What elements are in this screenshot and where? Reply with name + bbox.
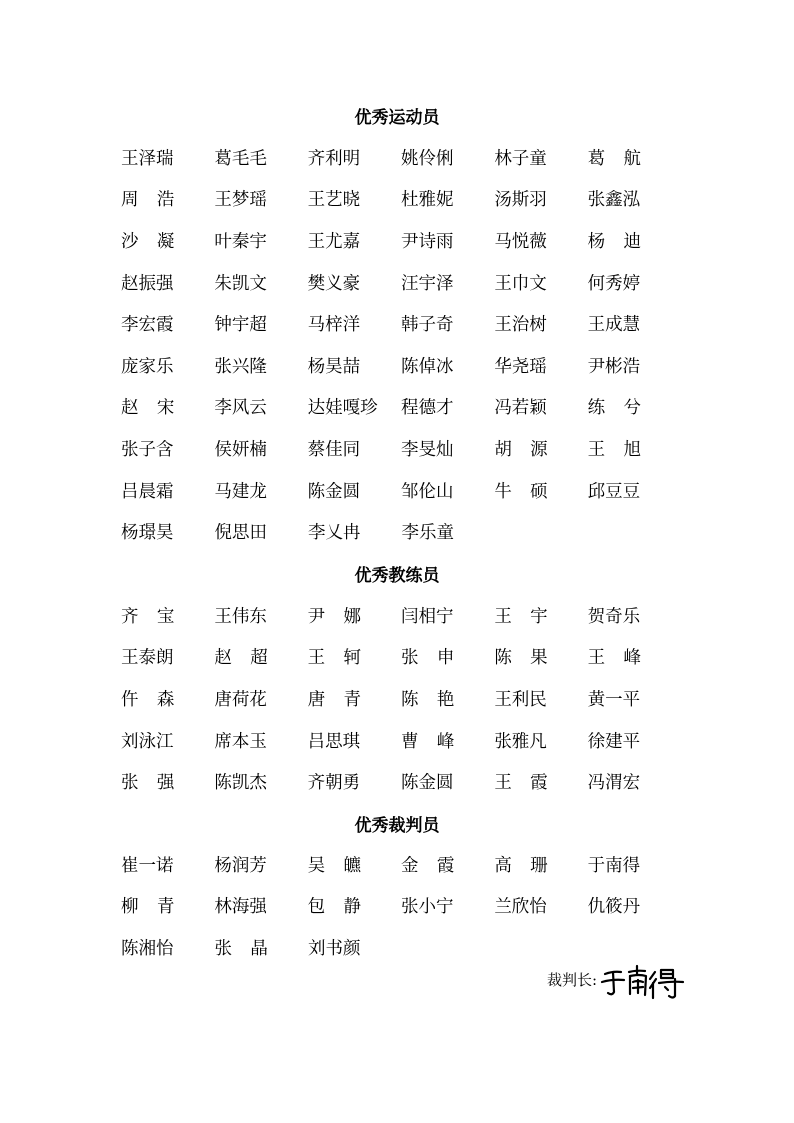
section-title-athletes: 优秀运动员 xyxy=(354,108,440,128)
person-name: 唐青 xyxy=(307,689,380,710)
person-name: 王轲 xyxy=(307,648,380,669)
person-name: 陈金圆 xyxy=(307,481,361,502)
person-name: 吕晨霜 xyxy=(121,481,174,502)
person-name: 练兮 xyxy=(587,398,660,419)
person-name: 李乐童 xyxy=(401,523,454,544)
athletes-name-grid xyxy=(121,138,681,554)
person-name: 姚伶俐 xyxy=(400,148,454,169)
name-row xyxy=(121,638,681,680)
person-name: 李风云 xyxy=(214,398,267,419)
person-name: 王峰 xyxy=(587,648,660,669)
person-name: 齐朝勇 xyxy=(307,773,361,794)
name-row xyxy=(121,721,681,763)
person-name: 邹伦山 xyxy=(400,481,454,502)
person-name: 王梦瑶 xyxy=(214,190,267,211)
person-name: 张兴隆 xyxy=(214,356,267,377)
person-name: 赵宋 xyxy=(121,398,193,419)
person-name: 王尤嘉 xyxy=(307,231,361,252)
name-row xyxy=(121,263,681,305)
chief-referee-label: 裁判长: xyxy=(547,971,598,989)
person-name: 闫相宁 xyxy=(400,606,454,627)
person-name: 张晶 xyxy=(214,938,287,959)
coaches-name-grid xyxy=(121,596,681,804)
person-name: 王利民 xyxy=(494,689,547,710)
person-name: 陈金圆 xyxy=(400,773,454,794)
person-name: 尹娜 xyxy=(307,606,380,627)
person-name: 崔一诺 xyxy=(121,855,174,876)
person-name: 蔡佳同 xyxy=(307,439,361,460)
person-name: 汪宇泽 xyxy=(400,273,454,294)
person-name: 马建龙 xyxy=(214,481,267,502)
person-name: 吕思琪 xyxy=(307,731,361,752)
person-name: 齐宝 xyxy=(121,606,193,627)
name-row xyxy=(121,138,681,180)
person-name: 席本玉 xyxy=(214,731,267,752)
person-name: 张强 xyxy=(121,773,193,794)
person-name: 唐荷花 xyxy=(214,689,267,710)
person-name: 何秀婷 xyxy=(587,273,641,294)
person-name: 王泰朗 xyxy=(121,648,174,669)
person-name: 杨润芳 xyxy=(214,855,267,876)
person-name: 侯妍楠 xyxy=(214,439,267,460)
person-name: 尹彬浩 xyxy=(587,356,641,377)
person-name: 柳青 xyxy=(121,897,193,918)
person-name: 包静 xyxy=(307,897,380,918)
person-name: 葛毛毛 xyxy=(214,148,267,169)
person-name: 李乂冉 xyxy=(308,523,361,544)
person-name: 黄一平 xyxy=(587,689,641,710)
person-name: 杜雅妮 xyxy=(400,190,454,211)
person-name: 钟宇超 xyxy=(214,315,267,336)
person-name: 刘书颜 xyxy=(308,938,361,959)
person-name: 兰欣怡 xyxy=(494,897,547,918)
person-name: 周浩 xyxy=(121,190,193,211)
person-name: 冯若颖 xyxy=(494,398,547,419)
person-name: 刘泳江 xyxy=(121,731,174,752)
person-name: 张雅凡 xyxy=(494,731,547,752)
person-name: 马梓洋 xyxy=(307,315,361,336)
referees-name-grid xyxy=(121,845,681,970)
person-name: 吴皫 xyxy=(307,855,380,876)
person-name: 马悦薇 xyxy=(494,231,547,252)
name-row xyxy=(121,180,681,222)
person-name: 邱豆豆 xyxy=(587,481,641,502)
person-name: 叶秦宇 xyxy=(214,231,267,252)
name-row xyxy=(121,304,681,346)
person-name: 王霞 xyxy=(494,773,567,794)
person-name: 倪思田 xyxy=(214,523,267,544)
person-name: 陈凯杰 xyxy=(214,773,267,794)
name-row xyxy=(121,762,681,804)
person-name: 王艺晓 xyxy=(307,190,361,211)
person-name: 华尧瑶 xyxy=(494,356,547,377)
section-title-referees: 优秀裁判员 xyxy=(354,816,440,836)
person-name: 贺奇乐 xyxy=(587,606,641,627)
name-row xyxy=(121,346,681,388)
person-name: 陈艳 xyxy=(400,689,473,710)
name-row xyxy=(121,512,681,554)
person-name: 杨璟昊 xyxy=(121,523,174,544)
person-name: 冯渭宏 xyxy=(587,773,641,794)
person-name: 张鑫泓 xyxy=(587,190,641,211)
person-name: 于南得 xyxy=(587,855,641,876)
person-name: 王旭 xyxy=(587,439,660,460)
person-name: 王成慧 xyxy=(587,315,641,336)
name-row xyxy=(121,887,681,929)
person-name: 赵振强 xyxy=(121,273,174,294)
handwritten-signature xyxy=(599,962,689,1002)
person-name: 杨迪 xyxy=(587,231,660,252)
person-name: 尹诗雨 xyxy=(400,231,454,252)
person-name: 陈倬冰 xyxy=(400,356,454,377)
person-name: 林海强 xyxy=(214,897,267,918)
person-name: 王治树 xyxy=(494,315,547,336)
person-name: 葛航 xyxy=(587,148,660,169)
person-name: 徐建平 xyxy=(587,731,641,752)
person-name: 程德才 xyxy=(400,398,454,419)
person-name: 曹峰 xyxy=(400,731,473,752)
person-name: 李宏霞 xyxy=(121,315,174,336)
person-name: 王巾文 xyxy=(494,273,547,294)
person-name: 高珊 xyxy=(494,855,567,876)
person-name: 陈果 xyxy=(494,648,567,669)
person-name: 李旻灿 xyxy=(400,439,454,460)
person-name: 朱凯文 xyxy=(214,273,267,294)
name-row xyxy=(121,221,681,263)
name-row xyxy=(121,845,681,887)
person-name: 张申 xyxy=(400,648,473,669)
name-row xyxy=(121,596,681,638)
person-name: 王泽瑞 xyxy=(121,148,174,169)
person-name: 仇筱丹 xyxy=(587,897,641,918)
person-name: 牛硕 xyxy=(494,481,567,502)
name-row xyxy=(121,388,681,430)
person-name: 庞家乐 xyxy=(121,356,174,377)
section-title-coaches: 优秀教练员 xyxy=(354,566,440,586)
person-name: 樊义豪 xyxy=(307,273,361,294)
person-name: 齐利明 xyxy=(307,148,361,169)
person-name: 张子含 xyxy=(121,439,174,460)
chief-referee-signoff xyxy=(547,962,707,1002)
person-name: 仵森 xyxy=(121,689,193,710)
name-row xyxy=(121,471,681,513)
person-name: 韩子奇 xyxy=(400,315,454,336)
person-name: 胡源 xyxy=(494,439,567,460)
person-name: 汤斯羽 xyxy=(494,190,547,211)
person-name: 沙凝 xyxy=(121,231,193,252)
name-row xyxy=(121,429,681,471)
person-name: 杨昊喆 xyxy=(307,356,361,377)
name-row xyxy=(121,679,681,721)
person-name: 赵超 xyxy=(214,648,287,669)
person-name: 林子童 xyxy=(494,148,547,169)
person-name: 达娃嘎珍 xyxy=(307,398,378,419)
person-name: 王宇 xyxy=(494,606,567,627)
person-name: 金霞 xyxy=(400,855,473,876)
person-name: 张小宁 xyxy=(400,897,454,918)
person-name: 陈湘怡 xyxy=(121,938,174,959)
person-name: 王伟东 xyxy=(214,606,267,627)
